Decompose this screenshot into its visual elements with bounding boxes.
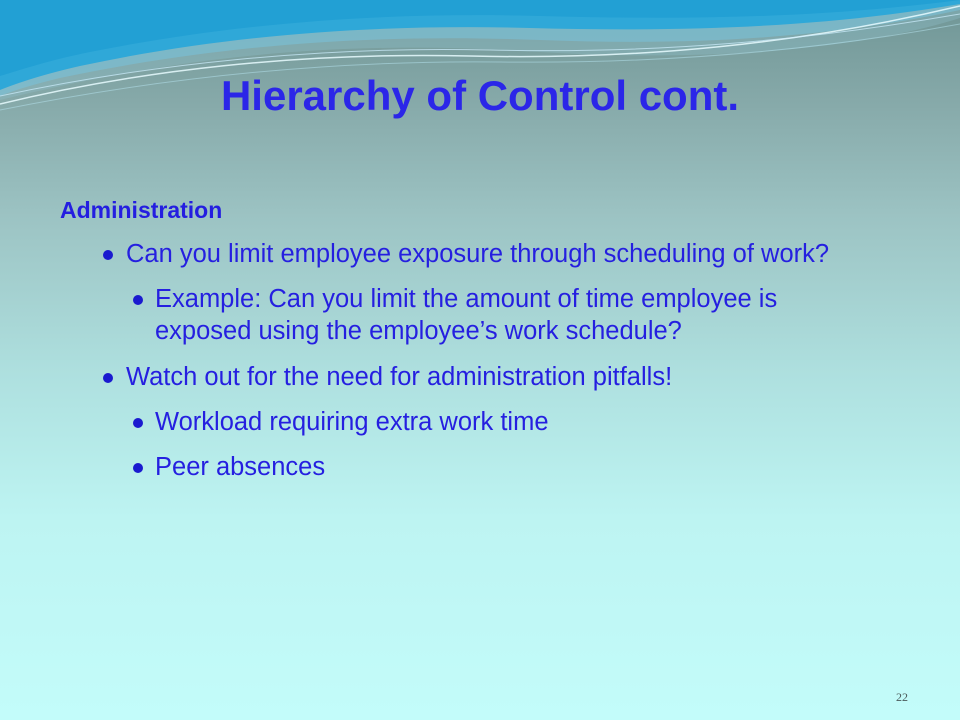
bullet-list (0, 238, 960, 483)
bullet-dot-icon (133, 295, 143, 305)
sub-bullet-item-example (0, 283, 855, 347)
bullet-dot-icon (103, 373, 113, 383)
bullet-text: Watch out for the need for administration pitfalls! (126, 363, 673, 391)
bullet-text: Workload requiring extra work time (155, 408, 549, 436)
slide-title: Hierarchy of Control cont. (220, 72, 740, 119)
bullet-item-pitfalls (0, 361, 896, 393)
bullet-dot-icon (133, 418, 143, 428)
bullet-item-scheduling (0, 238, 896, 270)
bullet-text: Peer absences (155, 453, 326, 481)
bullet-dot-icon (133, 463, 143, 473)
page-number: 22 (896, 690, 908, 704)
bullet-dot-icon (103, 250, 113, 260)
sub-bullet-item-absences (0, 451, 855, 483)
section-heading: Administration (60, 197, 223, 223)
bullet-text: Example: Can you limit the amount of time employee is exposed using the employee’s work schedule? (155, 285, 778, 345)
bullet-text: Can you limit employee exposure through scheduling of work? (126, 240, 830, 268)
sub-bullet-item-workload (0, 406, 855, 438)
